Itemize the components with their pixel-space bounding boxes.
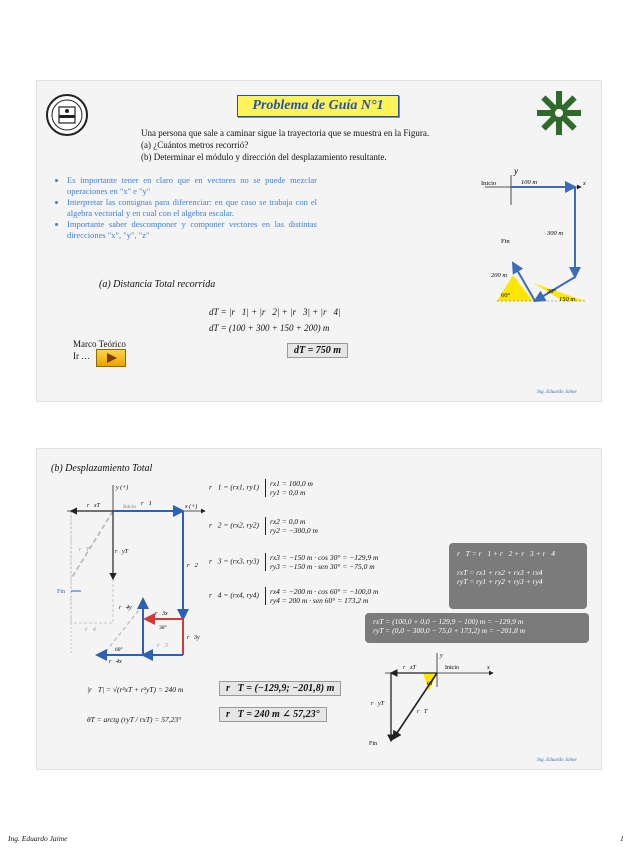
slide-displacement (36, 448, 602, 770)
r3y-label: r⃗3y (187, 635, 200, 641)
component-r4 (209, 587, 378, 605)
sum-x-equation: rxT = rx1 + rx2 + rx3 + rx4 (457, 568, 543, 577)
statement-line: Una persona que sale a caminar sigue la trayectoria que se muestra en la Figura. (141, 128, 430, 138)
slide-signature: Ing. Eduardo Jaime (537, 390, 577, 395)
small-ryt-label: r⃗yT (371, 701, 385, 707)
distance-result: dT = 750 m (287, 343, 348, 358)
vector-result: r⃗T = (−129,9; −201,8) m (219, 681, 341, 696)
r4-label: r⃗4 (85, 626, 96, 633)
section-b-heading: (b) Desplazamiento Total (51, 463, 153, 474)
r4-x: rx4 = −200 m · cos 60° = −100,0 m (269, 587, 379, 596)
problem-title: Problema de Guía N°1 (237, 95, 399, 117)
footer-page-number: 1 (620, 834, 624, 843)
r1-label: r⃗1 (141, 500, 152, 507)
r4-y: ry4 = 200 m · sen 60° = 173,2 m (269, 596, 369, 605)
play-button[interactable] (96, 349, 126, 367)
marco-teorico-label: Marco Teórico (73, 339, 126, 349)
numeric-sum-box (365, 613, 589, 643)
numeric-y: ryT = (0,0 − 300,0 − 75,0 + 173,2) m = −201,8 m (373, 626, 526, 635)
angle-30-label: 30° (159, 625, 167, 631)
university-seal-logo (45, 93, 89, 137)
angle-label-60: 60° (501, 292, 511, 299)
small-start-label: Inicio (445, 665, 459, 671)
footer-author: Ing. Eduardo Jaime (8, 834, 68, 843)
r1-lhs: r⃗1 = (rx1, ry1) (209, 482, 260, 492)
go-label: Ir … (73, 351, 91, 361)
result-vector-figure (365, 647, 495, 747)
r3-lhs: r⃗3 = (rx3, ry3) (209, 556, 260, 566)
slide-signature: Ing. Eduardo Jaime (537, 758, 577, 763)
polar-result: r⃗T = 240 m ∠ 57,23° (219, 707, 327, 722)
vector-sum-box (449, 543, 587, 609)
end-label: Fin (501, 238, 510, 245)
rt-label: r⃗T (79, 547, 90, 553)
statement-line: (a) ¿Cuántos metros recorrió? (141, 140, 249, 150)
axis-y-plus-label: y (+) (116, 485, 129, 491)
start-label: Inicio (481, 180, 497, 187)
angle-label-30: 30° (547, 288, 557, 295)
distance-label-200: 200 m (491, 272, 508, 279)
sum-y-equation: ryT = ry1 + ry2 + ry3 + ry4 (457, 577, 543, 586)
problem-statement (141, 127, 429, 163)
distance-label-150: 150 m (559, 296, 576, 303)
tip-item: • Importante saber descomponer y componer vectores en las distintas direcciones "x", "y", "z" (67, 219, 317, 241)
numeric-x: rxT = (100,0 + 0,0 − 129,9 − 100) m = −129,9 m (373, 617, 524, 626)
r2-y: ry2 = −300,0 m (269, 526, 318, 535)
small-rt-label: r⃗T (417, 709, 428, 715)
tip-item: • Es importante tener en claro que en vectores no se puede mezclar operaciones en "x" e "y" (67, 175, 317, 197)
play-icon (97, 350, 125, 366)
gear-logo-icon (535, 89, 583, 137)
ryt-label: r⃗yT (115, 549, 129, 555)
axis-y-label: y (514, 166, 518, 176)
component-r2 (209, 517, 318, 535)
modulus-equation: |r⃗T| = √(r²xT + r²yT) = 240 m (87, 685, 184, 694)
r3x-label: r⃗3x (155, 611, 168, 617)
r4x-label: r⃗4x (109, 659, 122, 663)
distance-formula-2: dT = (100 + 300 + 150 + 200) m (209, 323, 330, 333)
axis-x-plus-label: x (+) (185, 504, 198, 510)
angle-equation: θT = arctg (ryT / rxT) = 57,23° (87, 715, 182, 724)
r1-x: rx1 = 100,0 m (269, 479, 313, 488)
angle-60-label: 60° (115, 647, 123, 653)
small-theta-label: θT (427, 681, 433, 687)
small-axis-y: y (440, 653, 443, 659)
rxt-label: r⃗xT (87, 503, 101, 509)
distance-label-300: 300 m (547, 230, 564, 237)
r3-y: ry3 = −150 m · sen 30° = −75,0 m (269, 562, 375, 571)
trajectory-figure (435, 165, 595, 315)
small-end-label: Fin (369, 741, 378, 747)
tip-item: • Interpretar las consignas para diferenciar: en que caso se trabaja con el algebra vectorial y en cual con el algebra escalar. (67, 197, 317, 219)
small-rxt-label: r⃗xT (403, 665, 417, 671)
r2-x: rx2 = 0,0 m (269, 517, 306, 526)
component-r1 (209, 479, 313, 497)
slide-problem (36, 80, 602, 402)
statement-line: (b) Determinar el módulo y dirección del desplazamiento resultante. (141, 152, 387, 162)
sum-equation: r⃗T = r⃗1 + r⃗2 + r⃗3 + r⃗4 (457, 549, 556, 558)
component-r3 (209, 553, 378, 571)
distance-label-100: 100 m (521, 179, 538, 186)
axis-x-label: x (583, 181, 586, 187)
r1-y: ry1 = 0,0 m (269, 488, 306, 497)
r3-x: rx3 = −150 m · cos 30° = −129,9 m (269, 553, 379, 562)
r2-lhs: r⃗2 = (rx2, ry2) (209, 520, 260, 530)
small-axis-x: x (487, 665, 490, 671)
r4y-label: r⃗4y (119, 605, 132, 611)
distance-formula-1: dT = |r⃗1| + |r⃗2| + |r⃗3| + |r⃗4| (209, 307, 341, 317)
start-label: Inicio (123, 504, 136, 510)
end-label: Fin (57, 589, 66, 595)
r3-label: r⃗3 (157, 642, 168, 649)
r4-lhs: r⃗4 = (rx4, ry4) (209, 590, 260, 600)
vector-decomposition-diagram (57, 479, 209, 663)
r2-label: r⃗2 (187, 562, 198, 569)
tips-list (55, 175, 317, 241)
section-a-heading: (a) Distancia Total recorrida (99, 279, 216, 290)
